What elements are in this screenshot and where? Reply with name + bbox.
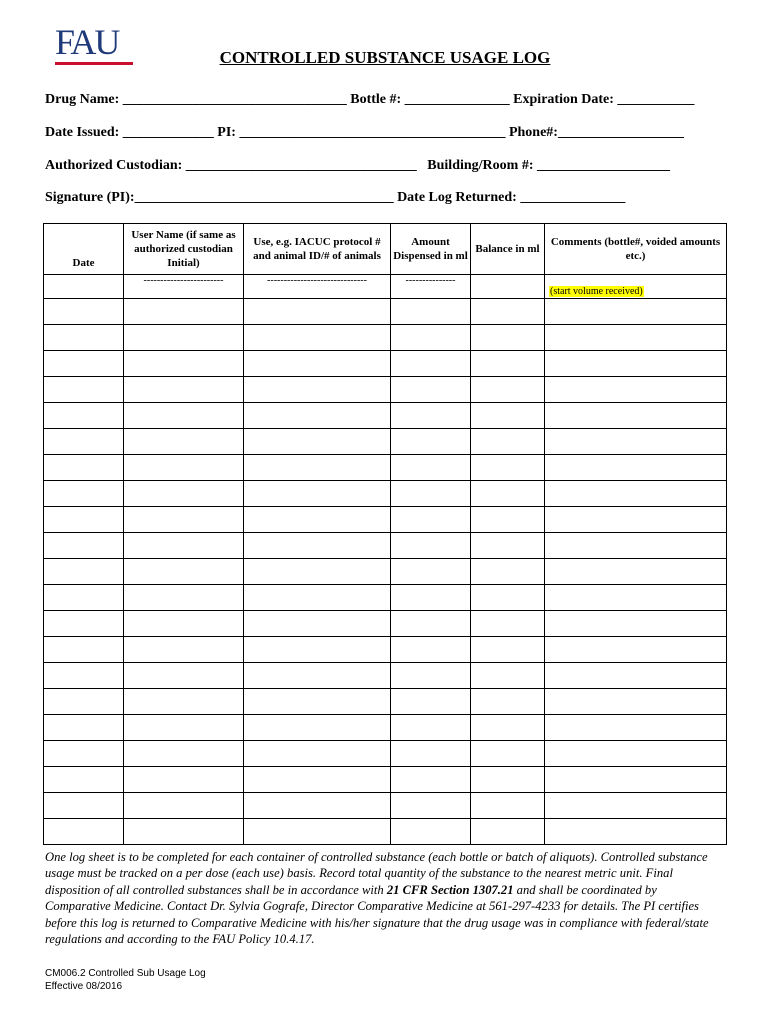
log-entry-cell[interactable] [471, 429, 545, 455]
log-entry-cell[interactable] [545, 663, 727, 689]
log-entry-row [44, 611, 727, 637]
log-entry-cell[interactable] [391, 299, 471, 325]
log-entry-cell[interactable] [471, 533, 545, 559]
log-entry-cell[interactable] [124, 767, 244, 793]
log-entry-cell[interactable] [545, 819, 727, 845]
log-entry-cell[interactable] [391, 793, 471, 819]
log-entry-cell[interactable] [124, 403, 244, 429]
log-entry-cell[interactable] [471, 663, 545, 689]
start-volume-note: (start volume received) [550, 286, 643, 297]
field-line-date-issued[interactable]: Date Issued: _____________ PI: ______________________________________ Phone#:__________________ [45, 125, 684, 140]
col-header-date: Date [44, 224, 124, 275]
note-cfr-reference: 21 CFR Section 1307.21 [386, 882, 514, 897]
log-entry-cell[interactable] [244, 455, 391, 481]
log-entry-cell[interactable] [391, 689, 471, 715]
note-text-1: One log sheet is to be completed for each container of controlled substance (each bottle or batch of aliquots). Controlled substance usage must be tracked on a per dose (each use) basis. Record total quantity of the substance to the nearest metric unit. Final disposition of all controlled substances shall be in accordance with [45, 850, 708, 897]
log-entry-cell[interactable] [545, 533, 727, 559]
log-entry-cell[interactable] [124, 793, 244, 819]
log-entry-cell[interactable] [471, 481, 545, 507]
footer-form-id: CM006.2 Controlled Sub Usage Log [45, 968, 206, 979]
log-entry-cell[interactable] [244, 299, 391, 325]
log-entry-cell[interactable] [471, 767, 545, 793]
log-entry-cell[interactable] [391, 819, 471, 845]
log-entry-cell[interactable] [44, 481, 124, 507]
log-entry-cell[interactable] [124, 299, 244, 325]
start-volume-cell[interactable] [545, 275, 727, 299]
log-entry-cell[interactable] [124, 689, 244, 715]
log-entry-row [44, 507, 727, 533]
log-entry-cell[interactable] [244, 741, 391, 767]
log-entry-cell[interactable] [471, 377, 545, 403]
log-entry-cell[interactable] [391, 351, 471, 377]
log-entry-cell[interactable] [244, 481, 391, 507]
log-entry-cell[interactable] [545, 507, 727, 533]
log-entry-cell[interactable] [471, 299, 545, 325]
footer [45, 967, 206, 993]
log-entry-cell[interactable] [44, 663, 124, 689]
log-entry-cell[interactable] [44, 689, 124, 715]
log-entry-cell[interactable] [545, 481, 727, 507]
log-entry-cell[interactable] [44, 585, 124, 611]
log-entry-cell[interactable] [44, 637, 124, 663]
log-entry-cell[interactable] [124, 455, 244, 481]
log-entry-cell[interactable] [244, 637, 391, 663]
log-entry-cell[interactable] [44, 559, 124, 585]
log-entry-row [44, 481, 727, 507]
log-entry-cell[interactable] [244, 715, 391, 741]
log-entry-cell[interactable] [124, 325, 244, 351]
log-entry-cell[interactable] [471, 559, 545, 585]
log-entry-cell[interactable] [471, 819, 545, 845]
log-entry-cell[interactable] [44, 325, 124, 351]
log-entry-cell[interactable] [44, 715, 124, 741]
log-entry-row [44, 377, 727, 403]
field-line-custodian[interactable]: Authorized Custodian: _________________________________ Building/Room #: ___________________ [45, 158, 670, 173]
log-entry-cell[interactable] [391, 559, 471, 585]
log-entry-cell[interactable] [471, 403, 545, 429]
log-entry-cell[interactable] [244, 403, 391, 429]
log-entry-cell[interactable] [244, 767, 391, 793]
log-entry-cell[interactable] [471, 351, 545, 377]
col-header-comments: Comments (bottle#, voided amounts etc.) [545, 224, 727, 275]
log-entry-row [44, 325, 727, 351]
log-entry-cell[interactable] [44, 741, 124, 767]
log-entry-cell[interactable] [545, 793, 727, 819]
log-entry-row [44, 299, 727, 325]
log-entry-cell[interactable] [391, 585, 471, 611]
log-entry-row [44, 663, 727, 689]
note-text-2: and shall be coordinated by Comparative Medicine. Contact Dr. Sylvia Gografe, Director Comparative Medicine at 561-297-4233 for details. The PI certifies before this log is returned to Comparative Medicine with his/her signature that the drug usage was in compliance with federal/state regulations and according to the FAU Policy 10.4.17. [45, 882, 709, 947]
header-row [44, 224, 727, 275]
log-entry-cell[interactable] [391, 403, 471, 429]
log-entry-cell[interactable] [471, 793, 545, 819]
log-entry-cell[interactable] [391, 507, 471, 533]
log-entry-cell[interactable] [124, 429, 244, 455]
log-entry-cell[interactable] [124, 715, 244, 741]
log-entry-row [44, 741, 727, 767]
log-entry-cell[interactable] [545, 351, 727, 377]
log-entry-cell[interactable] [124, 819, 244, 845]
col-header-user-name: User Name (if same as authorized custodian Initial) [124, 224, 244, 275]
col-header-amount-dispensed: Amount Dispensed in ml [391, 224, 471, 275]
log-entry-cell[interactable] [244, 793, 391, 819]
log-entry-cell[interactable] [545, 325, 727, 351]
log-entry-cell[interactable] [391, 455, 471, 481]
log-entry-cell[interactable] [124, 377, 244, 403]
log-entry-cell[interactable] [44, 767, 124, 793]
log-entry-cell[interactable] [471, 611, 545, 637]
log-entry-row [44, 793, 727, 819]
log-entry-cell[interactable] [471, 715, 545, 741]
log-entry-cell[interactable] [244, 689, 391, 715]
log-entry-cell[interactable] [44, 507, 124, 533]
log-entry-cell[interactable] [545, 455, 727, 481]
log-entry-cell[interactable] [44, 455, 124, 481]
log-entry-cell[interactable] [244, 611, 391, 637]
field-line-drug[interactable]: Drug Name: ________________________________ Bottle #: _______________ Expiration Date: ___________ [45, 92, 695, 107]
log-entry-cell[interactable] [44, 351, 124, 377]
log-entry-cell[interactable] [391, 715, 471, 741]
log-entry-cell[interactable] [545, 637, 727, 663]
log-entry-cell[interactable] [545, 689, 727, 715]
log-entry-cell[interactable] [124, 559, 244, 585]
log-entry-cell[interactable] [471, 325, 545, 351]
log-entry-cell[interactable] [471, 741, 545, 767]
log-entry-cell[interactable] [545, 299, 727, 325]
col-header-balance: Balance in ml [471, 224, 545, 275]
log-entry-row [44, 585, 727, 611]
log-entry-cell[interactable] [471, 637, 545, 663]
log-entry-cell[interactable] [124, 585, 244, 611]
instructions-note [45, 849, 725, 947]
log-entry-cell[interactable] [124, 741, 244, 767]
log-entry-cell[interactable] [391, 611, 471, 637]
log-entry-cell[interactable] [545, 767, 727, 793]
log-entry-row [44, 767, 727, 793]
dash-cell[interactable] [44, 275, 124, 299]
usage-log-table [43, 223, 727, 845]
log-entry-cell[interactable] [124, 481, 244, 507]
log-entry-cell[interactable] [391, 533, 471, 559]
log-entry-cell[interactable] [244, 585, 391, 611]
log-entry-cell[interactable] [391, 767, 471, 793]
log-entry-cell[interactable] [471, 585, 545, 611]
log-entry-cell[interactable] [44, 533, 124, 559]
page-title: CONTROLLED SUBSTANCE USAGE LOG [219, 48, 551, 67]
log-entry-cell[interactable] [545, 403, 727, 429]
log-entry-cell[interactable] [545, 559, 727, 585]
log-entry-cell[interactable] [244, 819, 391, 845]
dash-cell[interactable] [471, 275, 545, 299]
log-entry-cell[interactable] [471, 507, 545, 533]
log-entry-cell[interactable] [44, 819, 124, 845]
log-entry-row [44, 429, 727, 455]
log-entry-cell[interactable] [244, 507, 391, 533]
log-entry-cell[interactable] [124, 637, 244, 663]
log-entry-cell[interactable] [44, 611, 124, 637]
log-entry-cell[interactable] [244, 429, 391, 455]
log-entry-cell[interactable] [44, 299, 124, 325]
log-entry-cell[interactable] [545, 585, 727, 611]
log-entry-cell[interactable] [391, 325, 471, 351]
log-entry-cell[interactable] [44, 403, 124, 429]
log-entry-cell[interactable] [545, 741, 727, 767]
log-entry-row [44, 559, 727, 585]
dash-cell[interactable]: ------------------------------ [244, 275, 391, 299]
logo-text: FAU [55, 22, 119, 62]
log-entry-cell[interactable] [124, 611, 244, 637]
log-entry-cell[interactable] [244, 377, 391, 403]
log-entry-cell[interactable] [545, 611, 727, 637]
dash-cell[interactable]: ------------------------ [124, 275, 244, 299]
log-entry-row [44, 689, 727, 715]
log-entry-cell[interactable] [244, 663, 391, 689]
col-header-use: Use, e.g. IACUC protocol # and animal ID/# of animals [244, 224, 391, 275]
log-entry-cell[interactable] [44, 377, 124, 403]
log-entry-cell[interactable] [545, 715, 727, 741]
log-entry-cell[interactable] [391, 429, 471, 455]
log-entry-cell[interactable] [124, 533, 244, 559]
dash-row [44, 275, 727, 299]
log-entry-cell[interactable] [391, 637, 471, 663]
log-entry-row [44, 715, 727, 741]
log-entry-cell[interactable] [244, 351, 391, 377]
log-entry-row [44, 455, 727, 481]
log-entry-cell[interactable] [244, 325, 391, 351]
log-entry-cell[interactable] [391, 377, 471, 403]
log-entry-row [44, 351, 727, 377]
log-entry-row [44, 403, 727, 429]
dash-cell[interactable]: --------------- [391, 275, 471, 299]
footer-effective-date: Effective 08/2016 [45, 981, 123, 992]
field-line-signature[interactable]: Signature (PI):_____________________________________ Date Log Returned: _______________ [45, 190, 626, 205]
log-entry-cell[interactable] [545, 429, 727, 455]
log-entry-cell[interactable] [244, 559, 391, 585]
log-entry-row [44, 533, 727, 559]
log-entry-cell[interactable] [391, 663, 471, 689]
log-entry-cell[interactable] [124, 351, 244, 377]
log-entry-cell[interactable] [244, 533, 391, 559]
log-entry-row [44, 637, 727, 663]
log-entry-row [44, 819, 727, 845]
log-entry-cell[interactable] [391, 741, 471, 767]
log-entry-cell[interactable] [124, 507, 244, 533]
log-entry-cell[interactable] [471, 455, 545, 481]
log-entry-cell[interactable] [44, 793, 124, 819]
log-entry-cell[interactable] [124, 663, 244, 689]
log-entry-cell[interactable] [471, 689, 545, 715]
log-entry-cell[interactable] [545, 377, 727, 403]
log-entry-cell[interactable] [44, 429, 124, 455]
log-entry-cell[interactable] [391, 481, 471, 507]
